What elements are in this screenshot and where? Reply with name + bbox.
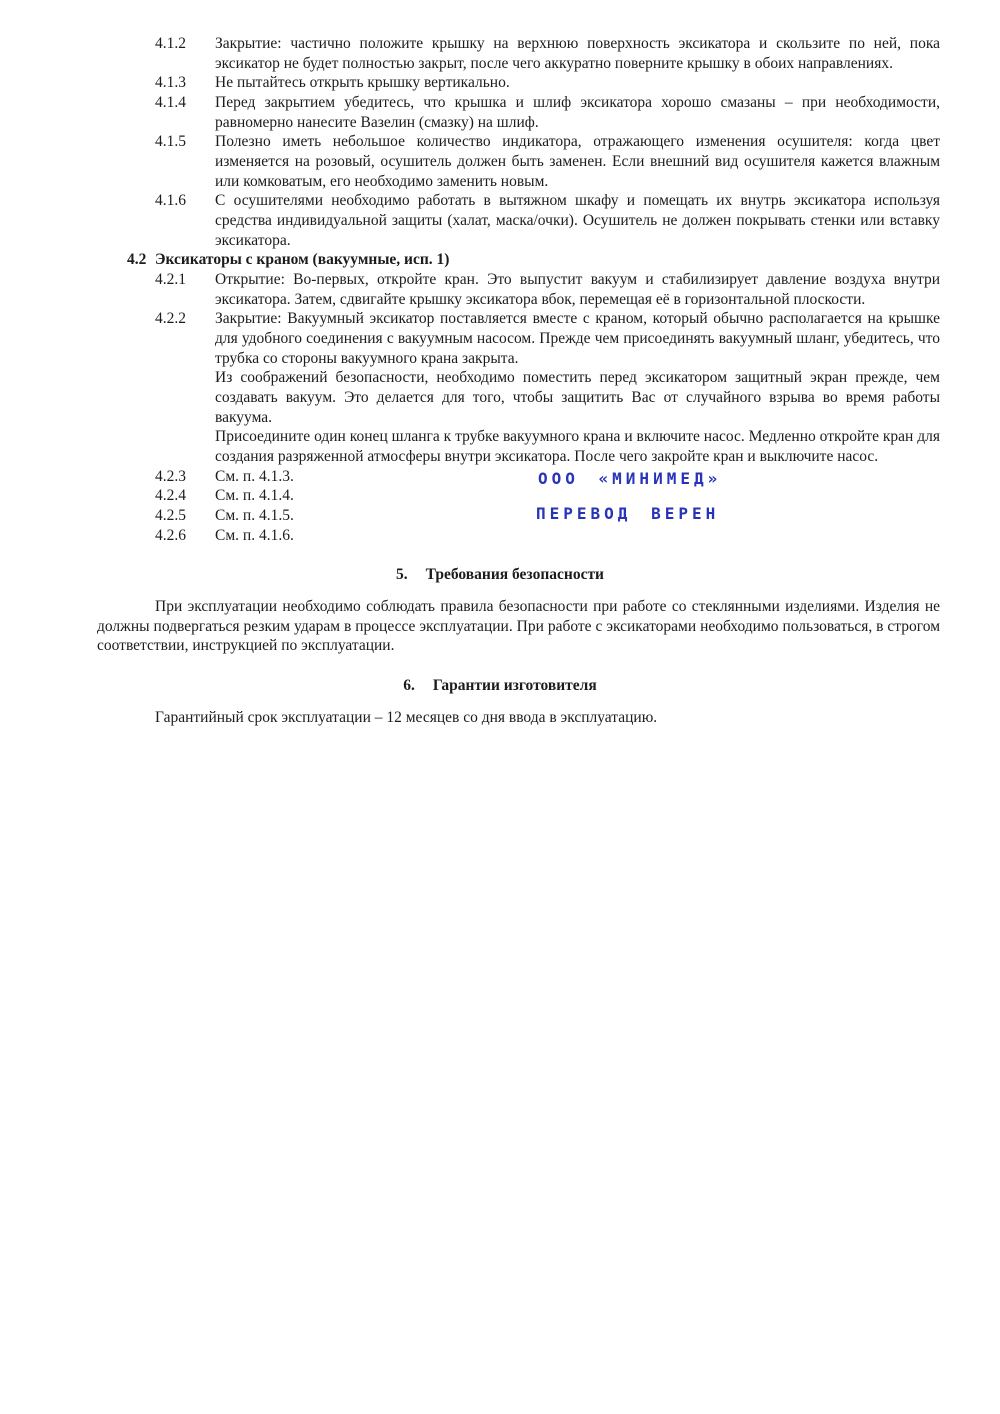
item-text: См. п. 4.1.5.	[215, 507, 294, 525]
list-item	[0, 486, 1000, 506]
list-item	[0, 73, 1000, 93]
list-item	[0, 93, 1000, 132]
item-number: 4.2.4	[155, 487, 186, 505]
item-text: С осушителями необходимо работать в вытяжном шкафу и помещать их внутрь эксикатора используя средства индивидуальной защиты (халат, маска/очки). Осушитель не должен покрывать стенки или вставку эксикатора.	[215, 192, 940, 249]
item-paragraph: Присоедините один конец шланга к трубке вакуумного крана и включите насос. Медленно откройте кран для создания разряженной атмосферы внутри эксикатора. После чего закройте кран и выключите насос.	[215, 428, 940, 466]
item-text: Открытие: Во-первых, откройте кран. Это выпустит вакуум и стабилизирует давление воздуха внутри эксикатора. Затем, сдвигайте крышку эксикатора вбок, перемещая её в горизонтальной плоскости.	[215, 271, 940, 308]
item-text: Перед закрытием убедитесь, что крышка и шлиф эксикатора хорошо смазаны – при необходимости, равномерно нанесите Вазелин (смазку) на шлиф.	[215, 94, 940, 131]
list-item	[0, 191, 1000, 250]
list-item	[0, 309, 1000, 466]
list-item	[0, 467, 1000, 487]
item-number: 4.2.1	[155, 271, 186, 289]
section-body-safety: При эксплуатации необходимо соблюдать правила безопасности при работе со стеклянными изделиями. Изделия не должны подвергаться резким ударам в процессе эксплуатации. При работе с эксикаторами необходимо пользоваться, в строгом соответствии, инструкцией по эксплуатации.	[97, 598, 940, 655]
subsection-title: Эксикаторы с краном (вакуумные, исп. 1)	[155, 251, 450, 269]
list-item	[0, 270, 1000, 309]
list-item	[0, 526, 1000, 546]
item-text: Полезно иметь небольшое количество индикатора, отражающего изменения осушителя: когда цвет изменяется на розовый, осушитель должен быть заменен. Если внешний вид осушителя кажется влажным или комковатым, его необходимо заменить новым.	[215, 133, 940, 190]
item-paragraph: Закрытие: Вакуумный эксикатор поставляется вместе с краном, который обычно располагается на крышке для удобного соединения с вакуумным насосом. Прежде чем присоединять вакуумный шланг, убедитесь, что трубка со стороны вакуумного крана закрыта.	[215, 310, 940, 367]
section-title: Гарантии изготовителя	[432, 677, 597, 695]
item-number: 4.2.6	[155, 526, 186, 544]
list-item	[0, 34, 1000, 73]
item-number: 4.2.3	[155, 467, 186, 485]
section-title: Требования безопасности	[425, 566, 604, 584]
item-number: 4.2.2	[155, 310, 186, 328]
item-text: См. п. 4.1.6.	[215, 526, 294, 544]
list-item	[0, 506, 1000, 526]
section-heading-warranty	[0, 676, 1000, 696]
item-number: 4.1.3	[155, 74, 186, 92]
item-text: См. п. 4.1.3.	[215, 467, 294, 485]
subsection-heading	[0, 250, 1000, 270]
section-number: 5.	[395, 566, 408, 584]
section-body-warranty: Гарантийный срок эксплуатации – 12 месяцев со дня ввода в эксплуатацию.	[155, 708, 658, 726]
section-number: 6.	[403, 677, 415, 695]
item-number: 4.2.5	[155, 507, 186, 525]
stamp-verified-text: ПЕРЕВОД ВЕРЕН	[536, 504, 720, 524]
item-number: 4.1.4	[155, 94, 186, 112]
item-number: 4.1.6	[155, 192, 186, 210]
section-heading-safety	[0, 565, 1000, 585]
translation-stamp	[538, 469, 721, 525]
item-number: 4.1.5	[155, 133, 186, 151]
stamp-company-name: ООО «МИНИМЕД»	[538, 468, 722, 488]
item-number: 4.1.2	[155, 35, 186, 52]
list-item	[0, 132, 1000, 191]
item-number: 4.2	[127, 251, 147, 269]
item-text: См. п. 4.1.4.	[215, 487, 294, 505]
item-paragraph: Из соображений безопасности, необходимо поместить перед эксикатором защитный экран прежде, чем создавать вакуум. Это делается для того, чтобы защитить Вас от случайного взрыва во время работы вакуума.	[215, 369, 940, 426]
item-text: Не пытайтесь открыть крышку вертикально.	[215, 74, 510, 92]
item-text: Закрытие: частично положите крышку на верхнюю поверхность эксикатора и скользите по ней, пока эксикатор не будет полностью закрыт, после чего аккуратно поверните крышку в обоих направлениях.	[215, 35, 940, 72]
see-references-block	[0, 467, 1000, 546]
